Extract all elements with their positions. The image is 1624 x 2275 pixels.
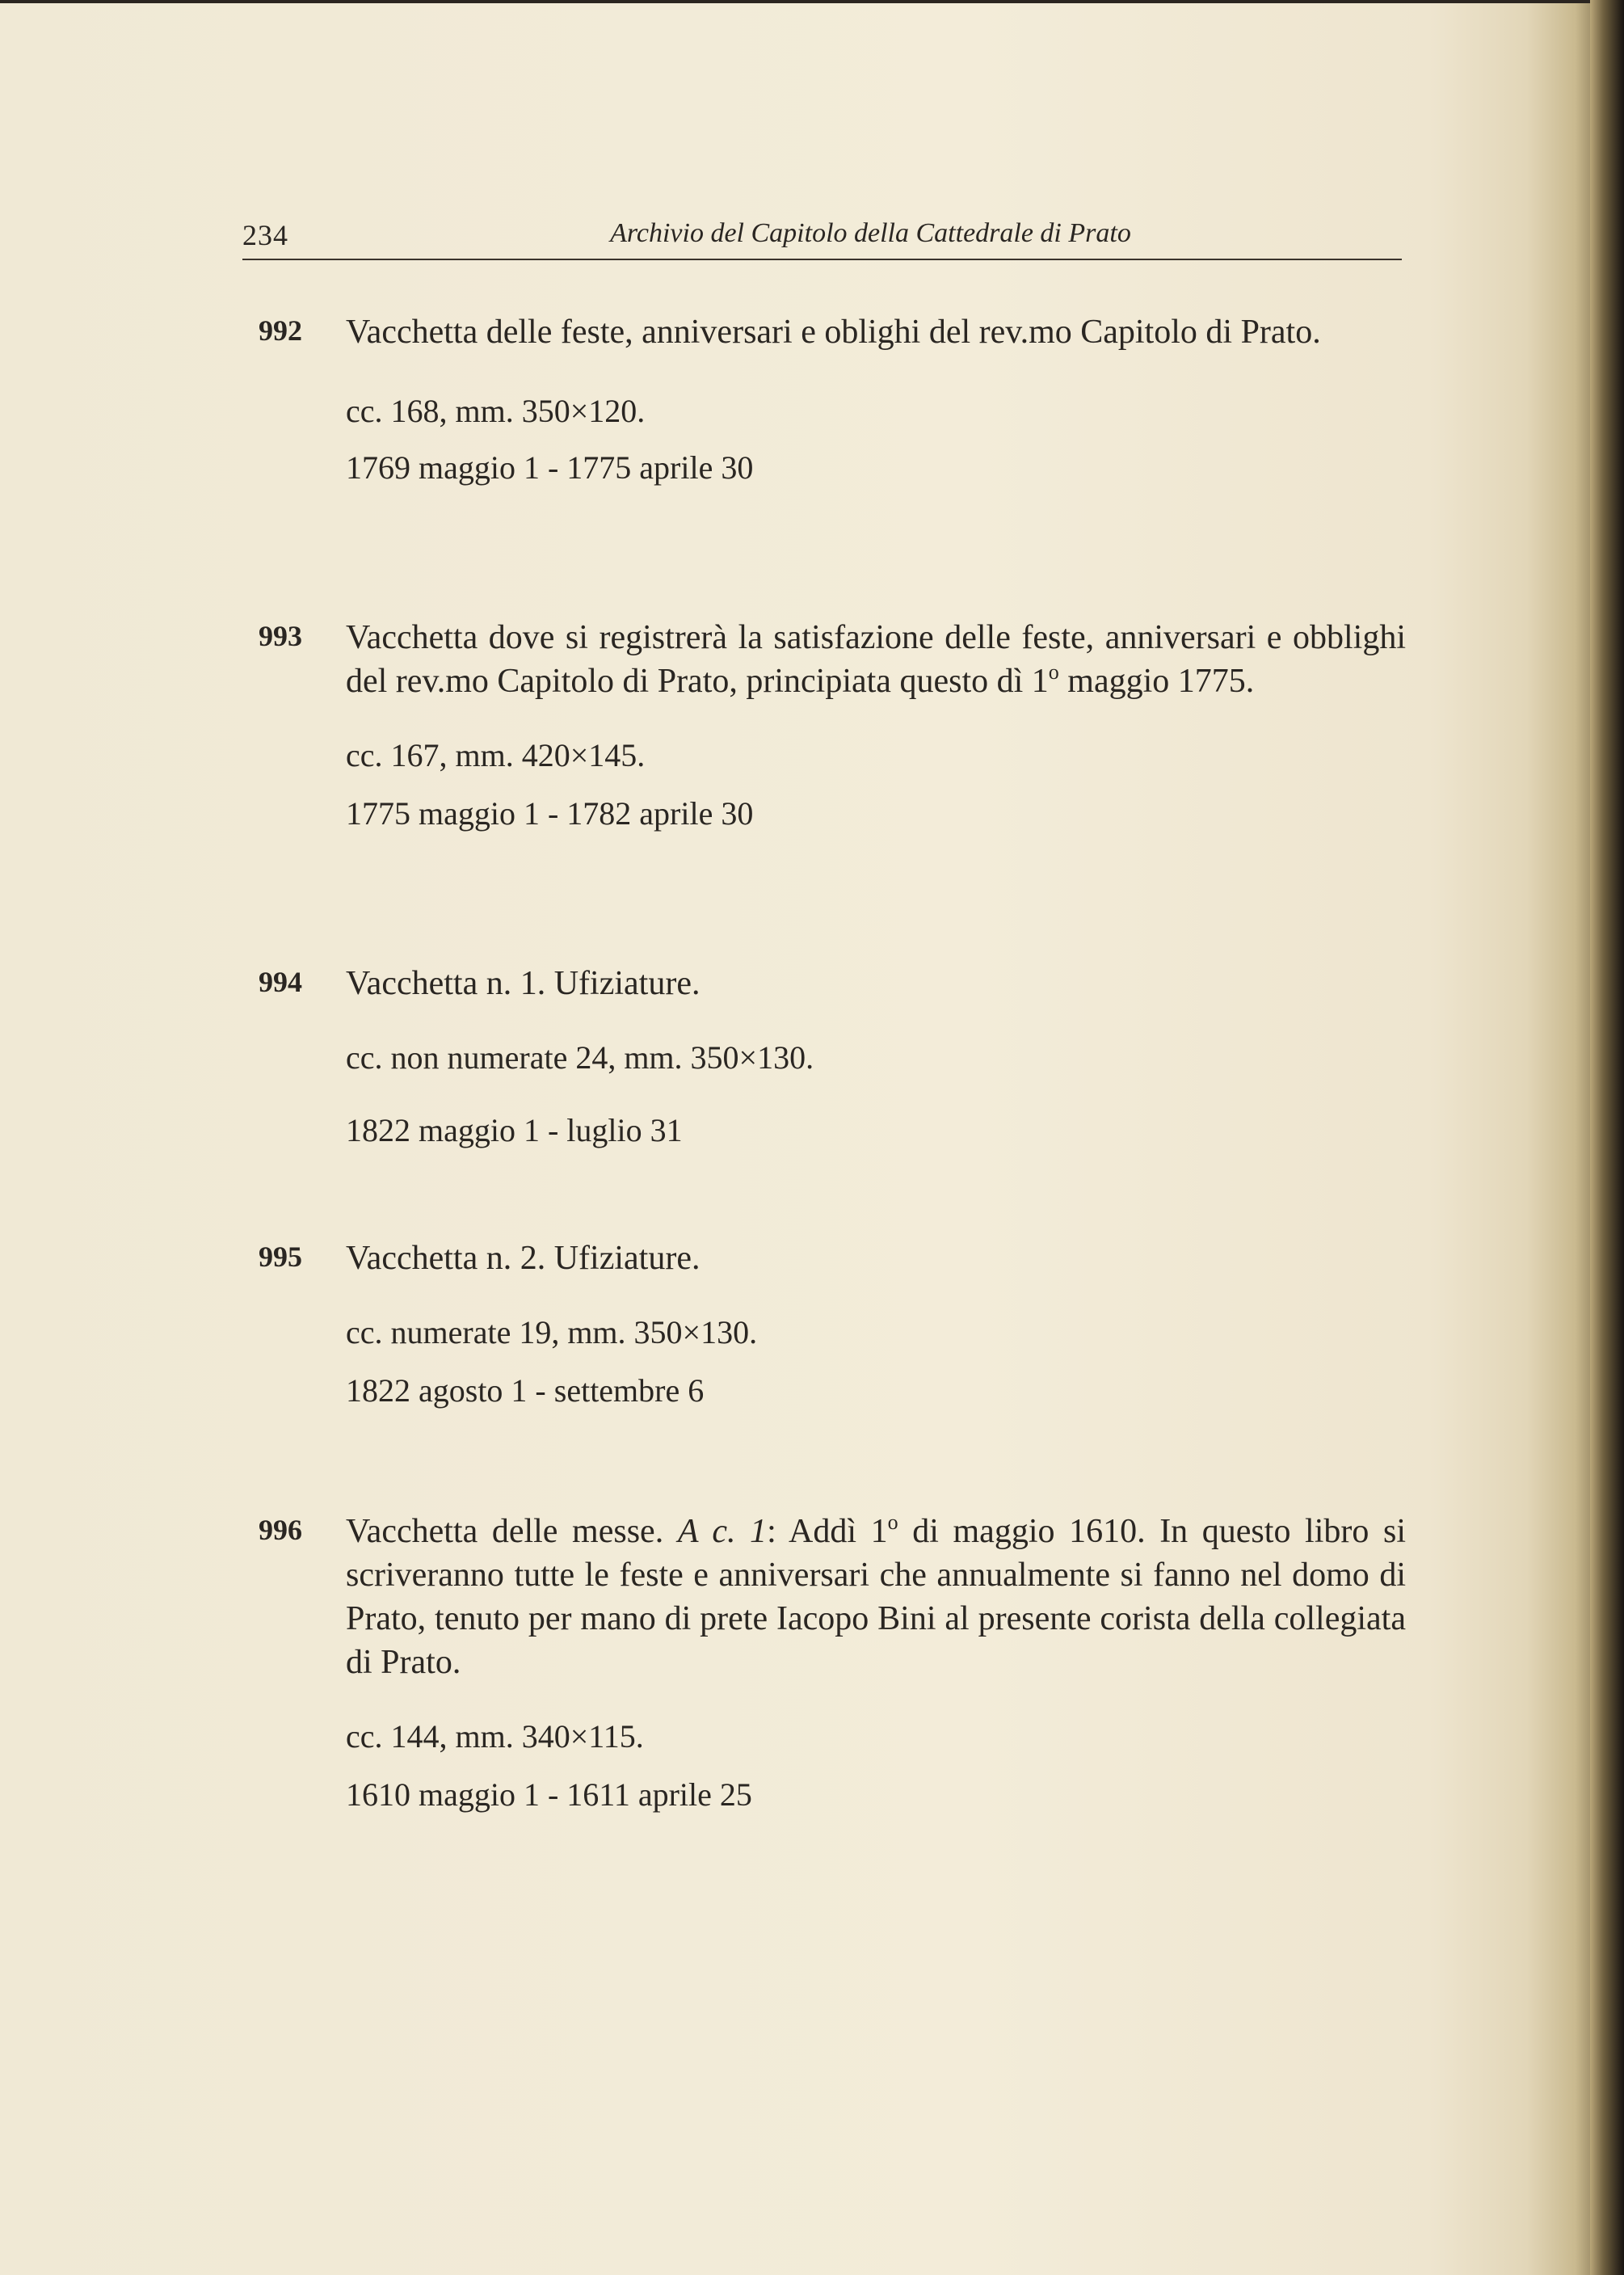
entry-title-text-mid: : Addì 1: [767, 1513, 888, 1550]
entry-title: Vacchetta n. 2. Ufiziature.: [346, 1240, 701, 1277]
entry-title-superscript: o: [1048, 660, 1059, 684]
entry-title: Vacchetta delle feste, anniversari e oblighi del rev.mo Capitolo di Prato.: [346, 314, 1321, 351]
entry-dates: 1769 maggio 1 - 1775 aprile 30: [346, 449, 754, 486]
entry-title-text-end: di maggio 1610. In questo libro si scriveranno tutte le feste e anniversari che annualmente si fanno nel domo di Prato, tenuto per mano di prete Iacopo Bini al presente corista della collegiata di Prato.: [346, 1513, 1406, 1681]
entry-title-italic: A c. 1: [677, 1513, 768, 1550]
entry-body: [346, 310, 1406, 488]
entry-title-text-end: maggio 1775.: [1058, 663, 1255, 700]
entry-title-text: Vacchetta dove si registrerà la satisfazione delle feste, anniversari e obblighi del rev.mo Capitolo di Prato, principiata questo dì 1: [346, 619, 1406, 700]
entry-extent: cc. 144, mm. 340×115.: [346, 1718, 644, 1755]
entry-number: 994: [259, 966, 302, 998]
entry-extent: cc. 167, mm. 420×145.: [346, 737, 646, 773]
entry-body: [346, 1237, 1406, 1411]
running-title: Archivio del Capitolo della Cattedrale di Prato: [610, 218, 1131, 248]
entry-body: [346, 616, 1406, 834]
entry-title: [346, 616, 1406, 703]
book-spine-shadow: [1590, 0, 1624, 2275]
entry-number: 996: [259, 1514, 302, 1546]
entry-body: [346, 1510, 1406, 1815]
entry-dates: 1610 maggio 1 - 1611 aprile 25: [346, 1776, 752, 1813]
entry-number: 992: [259, 314, 302, 347]
entry-number: 995: [259, 1241, 302, 1273]
entry-title: [346, 1510, 1406, 1684]
entry-dates: 1775 maggio 1 - 1782 aprile 30: [346, 795, 754, 832]
entry-dates: 1822 agosto 1 - settembre 6: [346, 1372, 705, 1409]
entry-title-superscript: o: [887, 1510, 898, 1534]
entry-dates: 1822 maggio 1 - luglio 31: [346, 1112, 683, 1148]
entry-extent: cc. non numerate 24, mm. 350×130.: [346, 1039, 814, 1076]
page-top-edge: [0, 0, 1624, 3]
entry-body: [346, 962, 1406, 1151]
entry-title-text: Vacchetta delle messe.: [346, 1513, 678, 1550]
page-header: [242, 212, 1402, 260]
page-number: 234: [242, 219, 288, 251]
entry-number: 993: [259, 620, 302, 652]
entry-extent: cc. numerate 19, mm. 350×130.: [346, 1314, 758, 1350]
entry-title: Vacchetta n. 1. Ufiziature.: [346, 965, 701, 1002]
entry-extent: cc. 168, mm. 350×120.: [346, 393, 646, 429]
